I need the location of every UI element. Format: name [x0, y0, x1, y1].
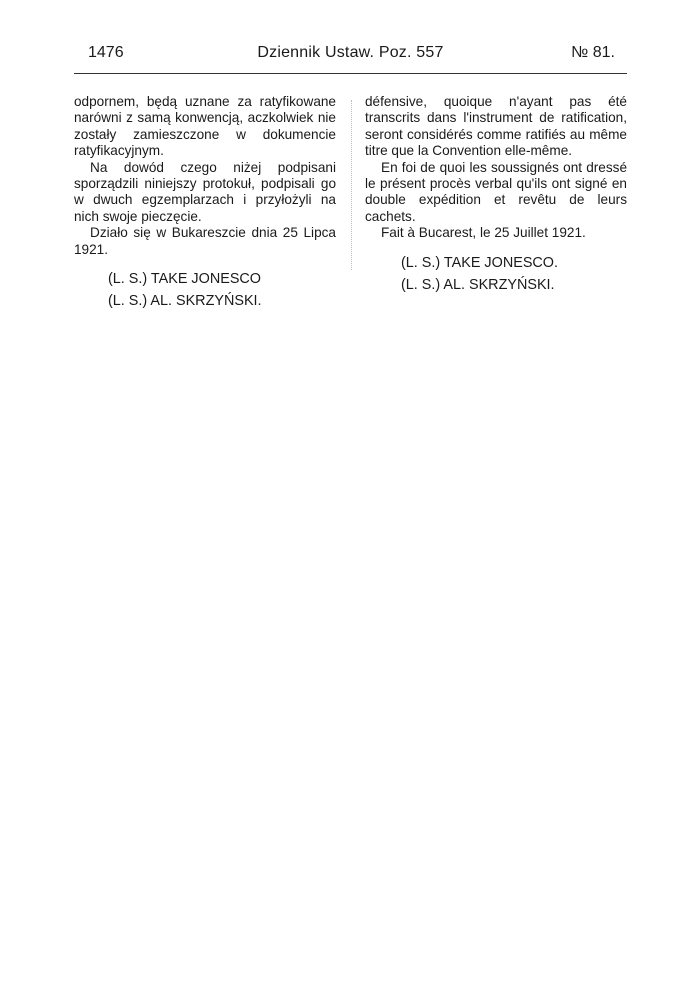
issue-number: № 81. [571, 44, 615, 61]
polish-paragraph: Na dowód czego niżej podpisani sporządzili niniejszy protokuł, podpisali go w dwuch egzemplarzach i przyłożyli na nich swoje pieczęcie. [74, 159, 336, 224]
french-paragraph: défensive, quoique n'ayant pas été transcrits dans l'instrument de ratification, seront considérés comme ratifiés au même titre que la Convention elle-même. [365, 94, 627, 159]
journal-title: Dziennik Ustaw. Poz. 557 [257, 44, 444, 61]
signature-line: (L. S.) AL. SKRZYŃSKI. [108, 293, 262, 310]
polish-column [74, 94, 336, 314]
page-number: 1476 [88, 44, 124, 61]
polish-paragraph: odpornem, będą uznane za ratyfikowane narówni z samą konwencją, aczkolwiek nie zostały zamieszczone w dokumencie ratyfikacyjnym. [74, 94, 336, 159]
page-header [74, 40, 627, 66]
polish-paragraph: Działo się w Bukareszcie dnia 25 Lipca 1921. [74, 225, 336, 257]
french-paragraph: Fait à Bucarest, le 25 Juillet 1921. [381, 225, 586, 241]
french-column [365, 94, 627, 298]
signature-line: (L. S.) TAKE JONESCO. [401, 254, 558, 271]
signature-line: (L. S.) TAKE JONESCO [108, 271, 261, 288]
polish-signatures [74, 270, 336, 311]
french-paragraph: En foi de quoi les soussignés ont dressé le présent procès verbal qu'ils ont signé en double expédition et revêtu de leurs cachets. [365, 159, 627, 224]
column-divider [351, 100, 352, 270]
header-rule [74, 73, 627, 74]
signature-line: (L. S.) AL. SKRZYŃSKI. [401, 276, 555, 293]
french-signatures [365, 254, 627, 295]
